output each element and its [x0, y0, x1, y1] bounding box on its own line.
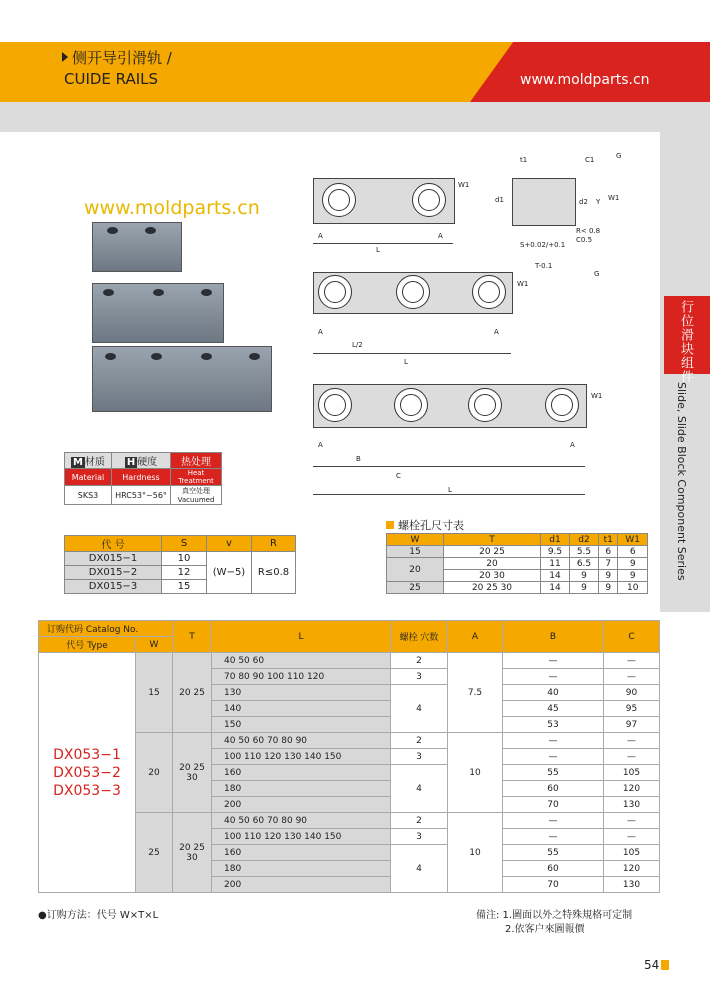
material-header: M 材质 [65, 453, 112, 469]
b-cell: 55 [503, 845, 604, 861]
dim-g: G [616, 152, 622, 160]
dim-line [313, 243, 453, 244]
hardness-header: H 硬度 [112, 453, 171, 469]
bolt-cell: 20 25 [444, 546, 541, 558]
bolt-hole [249, 353, 260, 360]
l-cell: 70 80 90 100 110 120 [212, 669, 391, 685]
gray-band [0, 102, 710, 132]
l-cell: 200 [212, 877, 391, 893]
holes-cell: 2 [391, 813, 448, 829]
c-cell: 105 [604, 765, 660, 781]
bolt-cell: 5.5 [570, 546, 599, 558]
bolt-cell: 9 [618, 570, 648, 582]
code-header: 代 号 [65, 536, 162, 552]
page-number: 54 [644, 958, 660, 972]
bolt-cell: 20 [387, 558, 444, 582]
bolt-cell: 6 [618, 546, 648, 558]
bolt-cell: 9.5 [541, 546, 570, 558]
dim-a: A [318, 232, 323, 240]
bolt-cell: 9 [570, 570, 599, 582]
holes-cell: 3 [391, 829, 448, 845]
c-cell: — [604, 669, 660, 685]
heat-label: Heat Treatment [171, 469, 222, 486]
c-cell: — [604, 813, 660, 829]
dim-l: L [404, 358, 408, 366]
b-cell: 70 [503, 797, 604, 813]
dim-line [313, 466, 585, 467]
w-cell: 15 [136, 653, 173, 733]
bolt-cell: 20 30 [444, 570, 541, 582]
c-cell: 120 [604, 781, 660, 797]
holes-cell: 2 [391, 653, 448, 669]
l-cell: 160 [212, 765, 391, 781]
title-en: CUIDE RAILS [64, 70, 159, 88]
material-table [64, 452, 222, 505]
t-header: T [173, 621, 212, 653]
bolt-hole [105, 353, 116, 360]
dim-a: A [318, 441, 323, 449]
bolt-table-title: 螺栓孔尺寸表 [386, 517, 464, 533]
hole-circle [394, 388, 428, 422]
table-row [39, 653, 660, 669]
type-code: DX053−2 [53, 764, 121, 781]
b-header: B [503, 621, 604, 653]
type-code: DX053−1 [53, 746, 121, 763]
l-cell: 130 [212, 685, 391, 701]
heat-value: 真空处理 Vacuumed [171, 486, 222, 505]
bolt-cell: 25 [387, 582, 444, 594]
page-marker [661, 960, 669, 970]
code-cell: DX015−3 [65, 580, 162, 594]
c-cell: 130 [604, 877, 660, 893]
site-url[interactable]: www.moldparts.cn [520, 72, 650, 88]
dim-w1: W1 [608, 194, 620, 202]
catalog-header: 订购代码 Catalog No. [39, 621, 173, 637]
rail-medium [92, 283, 224, 343]
dim-a: A [570, 441, 575, 449]
hole-circle [545, 388, 579, 422]
holes-header: 螺栓 穴数 [391, 621, 448, 653]
l-header: L [212, 621, 391, 653]
l-cell: 40 50 60 70 80 90 [212, 733, 391, 749]
bolt-cell: 7 [599, 558, 618, 570]
heat-header: 热处理 [171, 453, 222, 469]
bolt-hole [151, 353, 162, 360]
side-title-en: Slide, Slide Block Component Series [675, 382, 688, 581]
c-cell: 97 [604, 717, 660, 733]
b-cell: 45 [503, 701, 604, 717]
a-cell: 7.5 [448, 653, 503, 733]
b-cell: — [503, 733, 604, 749]
t-cell: 20 25 [173, 653, 212, 733]
hole-circle [412, 183, 446, 217]
l-cell: 100 110 120 130 140 150 [212, 749, 391, 765]
v-header: v [207, 536, 252, 552]
rail-short [92, 222, 182, 272]
l-cell: 180 [212, 861, 391, 877]
bolt-cell: 9 [599, 570, 618, 582]
hole-circle [318, 275, 352, 309]
type-header: 代号 Type [39, 637, 136, 653]
header-top [0, 0, 710, 42]
bolt-cell: 6 [599, 546, 618, 558]
l-cell: 40 50 60 [212, 653, 391, 669]
title-arrow-icon [62, 52, 68, 62]
bolt-cell: 14 [541, 570, 570, 582]
hole-circle [468, 388, 502, 422]
dim-d1: d1 [495, 196, 504, 204]
dim-a: A [494, 328, 499, 336]
l-cell: 100 110 120 130 140 150 [212, 829, 391, 845]
drawing-section [512, 178, 576, 226]
holes-cell: 4 [391, 845, 448, 893]
b-cell: 55 [503, 765, 604, 781]
c-cell: 105 [604, 845, 660, 861]
dim-b: B [356, 455, 361, 463]
dim-d2: d2 [579, 198, 588, 206]
dim-w1: W1 [458, 181, 470, 189]
holes-cell: 3 [391, 749, 448, 765]
hardness-value: HRC53°~56° [112, 486, 171, 505]
b-cell: 53 [503, 717, 604, 733]
bolt-header: d2 [570, 534, 599, 546]
dim-line [313, 494, 585, 495]
bolt-header: d1 [541, 534, 570, 546]
bolt-header: T [444, 534, 541, 546]
dim-l: L [448, 486, 452, 494]
b-cell: — [503, 653, 604, 669]
bolt-header: t1 [599, 534, 618, 546]
b-cell: — [503, 813, 604, 829]
b-cell: — [503, 829, 604, 845]
s-cell: 10 [162, 552, 207, 566]
type-codes [39, 653, 136, 893]
note-2: 2.依客户來圖報價 [505, 924, 585, 935]
holes-cell: 2 [391, 733, 448, 749]
code-cell: DX015−1 [65, 552, 162, 566]
w-cell: 20 [136, 733, 173, 813]
watermark: www.moldparts.cn [84, 197, 260, 219]
b-cell: — [503, 749, 604, 765]
rail-long [92, 346, 272, 412]
l-cell: 180 [212, 781, 391, 797]
c-cell: 120 [604, 861, 660, 877]
square-icon [386, 521, 394, 529]
dim-t1: t1 [520, 156, 528, 164]
l-cell: 160 [212, 845, 391, 861]
bolt-cell: 14 [541, 582, 570, 594]
l-cell: 140 [212, 701, 391, 717]
dim-r: R< 0.8 [576, 227, 601, 235]
bolt-cell: 10 [618, 582, 648, 594]
dim-t: T-0.1 [535, 262, 553, 270]
holes-cell: 3 [391, 669, 448, 685]
code-cell: DX015−2 [65, 566, 162, 580]
dim-a: A [318, 328, 323, 336]
bolt-hole [103, 289, 114, 296]
b-cell: — [503, 669, 604, 685]
bolt-cell: 15 [387, 546, 444, 558]
c-cell: 90 [604, 685, 660, 701]
t-cell: 20 25 30 [173, 813, 212, 893]
l-cell: 40 50 60 70 80 90 [212, 813, 391, 829]
t-cell: 20 25 30 [173, 733, 212, 813]
c-cell: — [604, 749, 660, 765]
material-value: SKS3 [65, 486, 112, 505]
s-cell: 12 [162, 566, 207, 580]
bolt-cell: 11 [541, 558, 570, 570]
hole-circle [396, 275, 430, 309]
v-cell: (W−5) [207, 552, 252, 594]
title-cn: 侧开导引滑轨 / [72, 49, 172, 67]
a-cell: 10 [448, 813, 503, 893]
s-cell: 15 [162, 580, 207, 594]
note-1: 備注: 1.圖面以外之特殊規格可定制 [476, 910, 633, 921]
dim-line [313, 353, 511, 354]
c-cell: 130 [604, 797, 660, 813]
b-cell: 70 [503, 877, 604, 893]
hole-circle [322, 183, 356, 217]
dim-c1: C1 [585, 156, 595, 164]
b-cell: 60 [503, 781, 604, 797]
w-cell: 25 [136, 813, 173, 893]
side-title-cn: 行位滑块组件 [678, 300, 693, 384]
catalog-table [38, 620, 660, 893]
dim-y: Y [596, 198, 601, 206]
dim-c: C [396, 472, 401, 480]
bolt-hole [201, 289, 212, 296]
dim-c05: C0.5 [576, 236, 593, 244]
r-cell: R≤0.8 [252, 552, 296, 594]
a-header: A [448, 621, 503, 653]
bolt-hole [107, 227, 118, 234]
bolt-cell: 9 [570, 582, 599, 594]
hardness-label: Hardness [112, 469, 171, 486]
holes-cell: 4 [391, 685, 448, 733]
bolt-hole [145, 227, 156, 234]
bolt-table [386, 533, 648, 594]
bolt-header: W [387, 534, 444, 546]
l-cell: 150 [212, 717, 391, 733]
w-header: W [136, 637, 173, 653]
hole-circle [318, 388, 352, 422]
dim-w1: W1 [517, 280, 529, 288]
c-header: C [604, 621, 660, 653]
material-label: Material [65, 469, 112, 486]
a-cell: 10 [448, 733, 503, 813]
holes-cell: 4 [391, 765, 448, 813]
bolt-cell: 9 [599, 582, 618, 594]
dim-s: S+0.02/+0.1 [520, 241, 566, 249]
c-cell: — [604, 733, 660, 749]
bolt-cell: 20 25 30 [444, 582, 541, 594]
dim-l-half: L/2 [352, 341, 363, 349]
order-method: ●订购方法：代号 W×T×L [38, 910, 159, 921]
code-table [64, 535, 296, 594]
bolt-cell: 6.5 [570, 558, 599, 570]
dim-l: L [376, 246, 380, 254]
type-code: DX053−3 [53, 782, 121, 799]
s-header: S [162, 536, 207, 552]
bolt-hole [153, 289, 164, 296]
c-cell: — [604, 653, 660, 669]
c-cell: 95 [604, 701, 660, 717]
dim-w1: W1 [591, 392, 603, 400]
bolt-hole [201, 353, 212, 360]
bolt-cell: 20 [444, 558, 541, 570]
r-header: R [252, 536, 296, 552]
hole-circle [472, 275, 506, 309]
dim-a: A [438, 232, 443, 240]
dim-g: G [594, 270, 600, 278]
b-cell: 60 [503, 861, 604, 877]
c-cell: — [604, 829, 660, 845]
bolt-header: W1 [618, 534, 648, 546]
b-cell: 40 [503, 685, 604, 701]
bolt-cell: 9 [618, 558, 648, 570]
l-cell: 200 [212, 797, 391, 813]
